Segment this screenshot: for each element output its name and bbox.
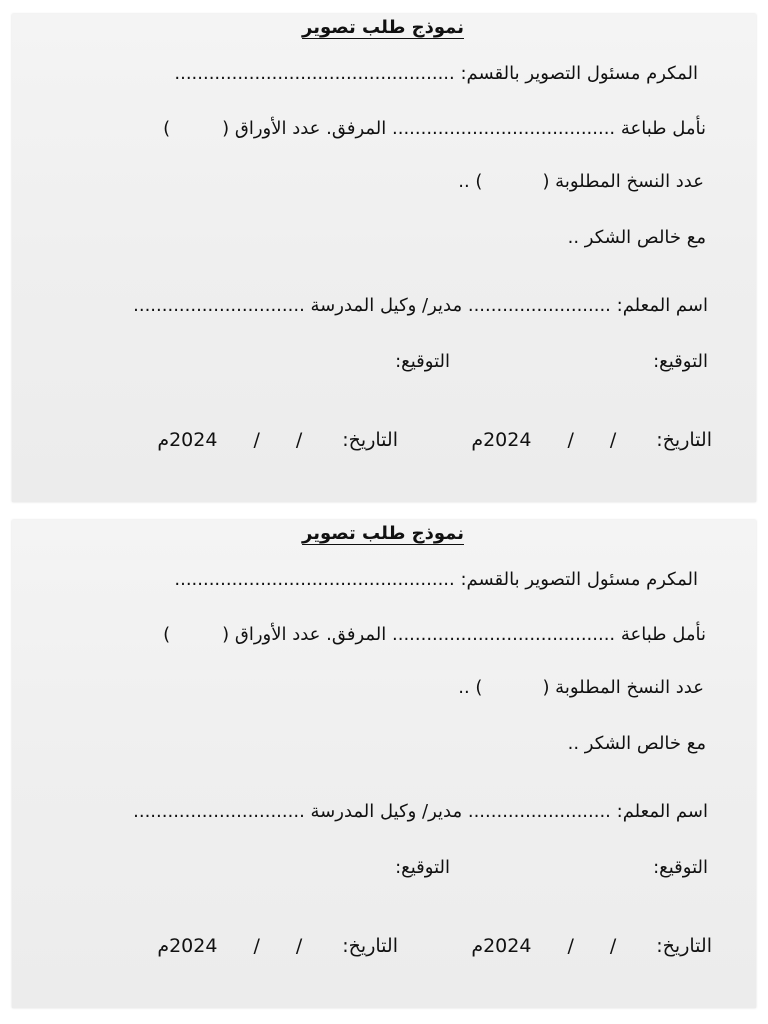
thanks-line: مع خالص الشكر .. (567, 227, 706, 248)
teacher-name-line: اسم المعلم: ......................... مدير/ وكيل المدرسة .............................. (133, 295, 708, 316)
date-slash: / (609, 935, 617, 957)
date-label: التاريخ: (342, 429, 398, 451)
request-form-bottom (12, 520, 756, 1008)
date-label: التاريخ: (342, 935, 398, 957)
copies-line (458, 676, 704, 700)
teacher-date (471, 428, 712, 452)
date-label: التاريخ: (656, 935, 712, 957)
principal-date (157, 428, 398, 452)
copies-close: ) .. (458, 171, 483, 192)
date-slash: / (295, 429, 303, 451)
addressee-line: المكرم مسئول التصوير بالقسم: ................................................. (174, 569, 698, 590)
date-slash: / (609, 429, 617, 451)
form-title: نموذج طلب تصوير (302, 17, 464, 38)
teacher-date (471, 934, 712, 958)
pages-count-close: ) (163, 624, 171, 645)
teacher-signature: التوقيع: (653, 857, 708, 878)
date-year: 2024م (157, 935, 218, 957)
date-slash: / (567, 429, 574, 451)
date-slash: / (295, 935, 303, 957)
print-request-line (163, 117, 706, 141)
principal-signature: التوقيع: (395, 351, 450, 372)
thanks-line: مع خالص الشكر .. (567, 733, 706, 754)
print-request-line (163, 623, 706, 647)
copies-line (458, 170, 704, 194)
date-year: 2024م (471, 429, 532, 451)
copies-text: عدد النسخ المطلوبة ( (542, 677, 704, 698)
teacher-signature: التوقيع: (653, 351, 708, 372)
pages-count-close: ) (163, 118, 171, 139)
request-form-top (12, 14, 756, 502)
print-request-text: نأمل طباعة ....................................... المرفق. عدد الأوراق ( (222, 118, 706, 139)
date-slash: / (567, 935, 574, 957)
date-year: 2024م (471, 935, 532, 957)
addressee-line: المكرم مسئول التصوير بالقسم: ................................................. (174, 63, 698, 84)
date-year: 2024م (157, 429, 218, 451)
principal-signature: التوقيع: (395, 857, 450, 878)
principal-date (157, 934, 398, 958)
copies-text: عدد النسخ المطلوبة ( (542, 171, 704, 192)
date-slash: / (253, 429, 260, 451)
copies-close: ) .. (458, 677, 483, 698)
teacher-name-line: اسم المعلم: ......................... مدير/ وكيل المدرسة .............................. (133, 801, 708, 822)
date-label: التاريخ: (656, 429, 712, 451)
form-title: نموذج طلب تصوير (302, 523, 464, 544)
print-request-text: نأمل طباعة ....................................... المرفق. عدد الأوراق ( (222, 624, 706, 645)
date-slash: / (253, 935, 260, 957)
